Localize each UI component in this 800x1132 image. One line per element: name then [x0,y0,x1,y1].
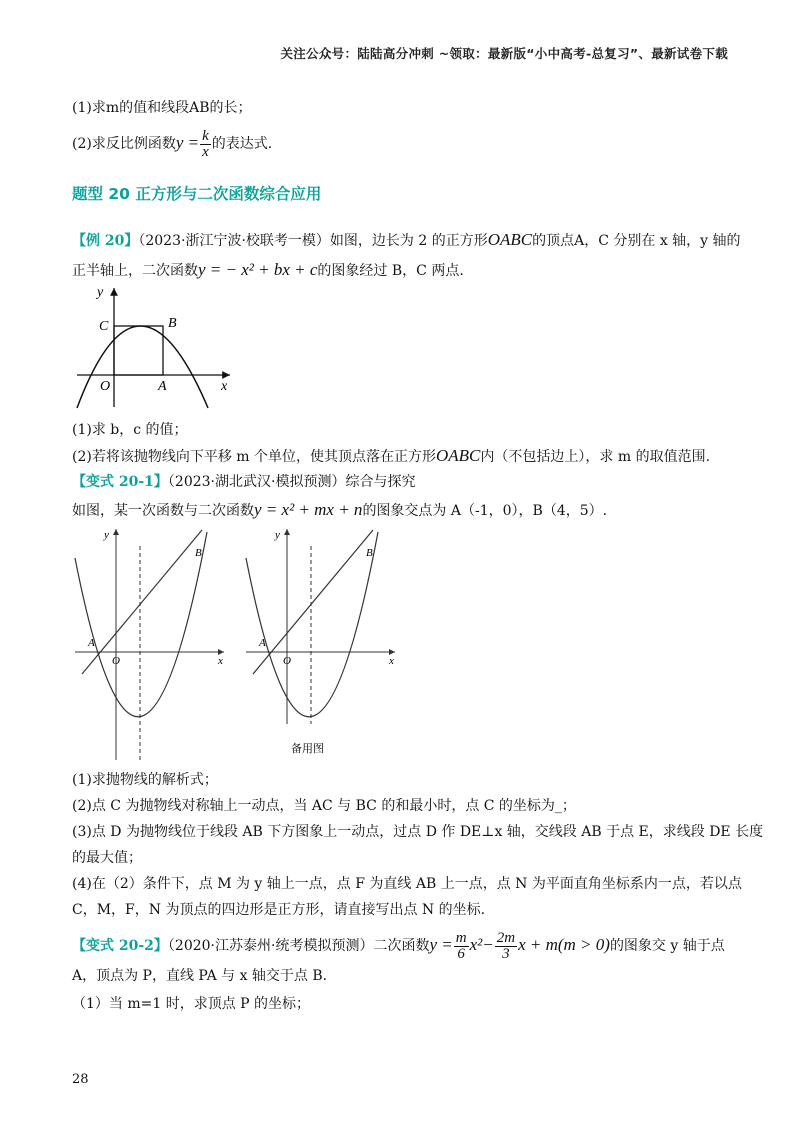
var1-question-4b: C，M，F，N 为顶点的四边形是正方形，请直接写出点 N 的坐标. [72,902,486,918]
ex20-equation: y = − x² + bx + c [198,260,318,279]
fig1-label-A: A [88,637,95,649]
fig1-label-B: B [195,547,202,559]
ex20-label-y: y [97,285,104,300]
ex20-figure [72,282,242,412]
ex20-question-2: (2)若将该抛物线向下平移 m 个单位，使其顶点落在正方形OABC内（不包括边上），求 m 的取值范围. [72,446,711,465]
var1-tag: 【变式 20-1】 [72,474,168,490]
ex20-tag: 【例 20】 [72,233,139,249]
page-number: 28 [72,1072,89,1087]
var1-figure-1 [72,524,232,764]
ex20-question-1: (1)求 b，c 的值； [72,422,188,438]
fig2-label-x: x [389,655,394,667]
section-title: 题型 20 正方形与二次函数综合应用 [72,185,322,203]
var1-equation: y = x² + mx + n [254,500,363,519]
fig2-label-B: B [366,547,373,559]
prev-question-2 [72,128,272,160]
ex20-label-x: x [221,379,228,394]
page-header: 关注公众号：陆陆高分冲刺 ~领取：最新版“小中高考-总复习”、最新试卷下载 [280,46,728,61]
var1-question-2: (2)点 C 为抛物线对称轴上一动点，当 AC 与 BC 的和最小时，点 C 的坐标为_； [72,798,576,814]
var2-tag: 【变式 20-2】 [72,938,168,954]
var2-line1: 【变式 20-2】（2020·江苏泰州·统考模拟预测）二次函数y = $\frac{m}{6}$ x²− $\frac{2m}{3}$ x + m(m > 0)的图象交 y 轴于点 [72,929,725,962]
ex20-parabola [77,326,208,408]
fig2-parabola [246,532,378,717]
fig2-label-A: A [259,637,266,649]
var1-header: 【变式 20-1】（2023·湖北武汉·模拟预测）综合与探究 [72,474,416,490]
prev-q2-eq: y = [175,133,200,152]
prev-q2-text: (2)求反比例函数 [72,136,176,152]
var2-line2: A，顶点为 P，直线 PA 与 x 轴交于点 B. [72,968,328,984]
fig1-label-O: O [112,655,120,667]
ex20-label-C: C [99,319,109,334]
fig2-label-y: y [275,529,280,541]
fig1-label-x: x [218,655,223,667]
fig1-parabola [75,532,207,717]
var1-intro: 如图，某一次函数与二次函数y = x² + mx + n的图象交点为 A（-1，0），B（4，5）. [72,500,608,519]
ex20-line2: 正半轴上，二次函数y = − x² + bx + c的图象经过 B，C 两点. [72,260,464,279]
var2-fraction-1: $\frac{m}{6}$ [455,929,467,962]
ex20-label-B: B [168,316,177,331]
var1-question-3b: 的最大值； [72,850,142,866]
var1-figure-2 [243,524,403,764]
ex20-line1: 【例 20】（2023·浙江宁波·校联考一模）如图，边长为 2 的正方形OABC的顶点A，C 分别在 x 轴，y 轴的 [72,230,741,249]
ex20-label-A: A [158,379,167,394]
var1-question-1: (1)求抛物线的解析式； [72,772,218,788]
var1-question-3a: (3)点 D 为抛物线位于线段 AB 下方图象上一动点，过点 D 作 DE⊥x 轴，交线段 AB 于点 E，求线段 DE 长度 [72,824,764,840]
prev-q2-fraction: $\frac{k}{x}$ [202,127,209,160]
fig2-label-O: O [283,655,291,667]
ex20-label-O: O [100,379,111,394]
prev-question-1: (1)求m的值和线段AB的长； [72,100,252,116]
prev-q2-post: 的表达式. [211,136,273,152]
var2-question-1: （1）当 m=1 时，求顶点 P 的坐标； [72,996,311,1012]
var1-question-4a: (4)在（2）条件下，点 M 为 y 轴上一点，点 F 为直线 AB 上一点，点 N 为平面直角坐标系内一点，若以点 [72,876,742,892]
fig2-caption: 备用图 [291,743,324,755]
var2-fraction-2: $\frac{2m}{3}$ [496,929,516,962]
fig1-label-y: y [104,529,109,541]
